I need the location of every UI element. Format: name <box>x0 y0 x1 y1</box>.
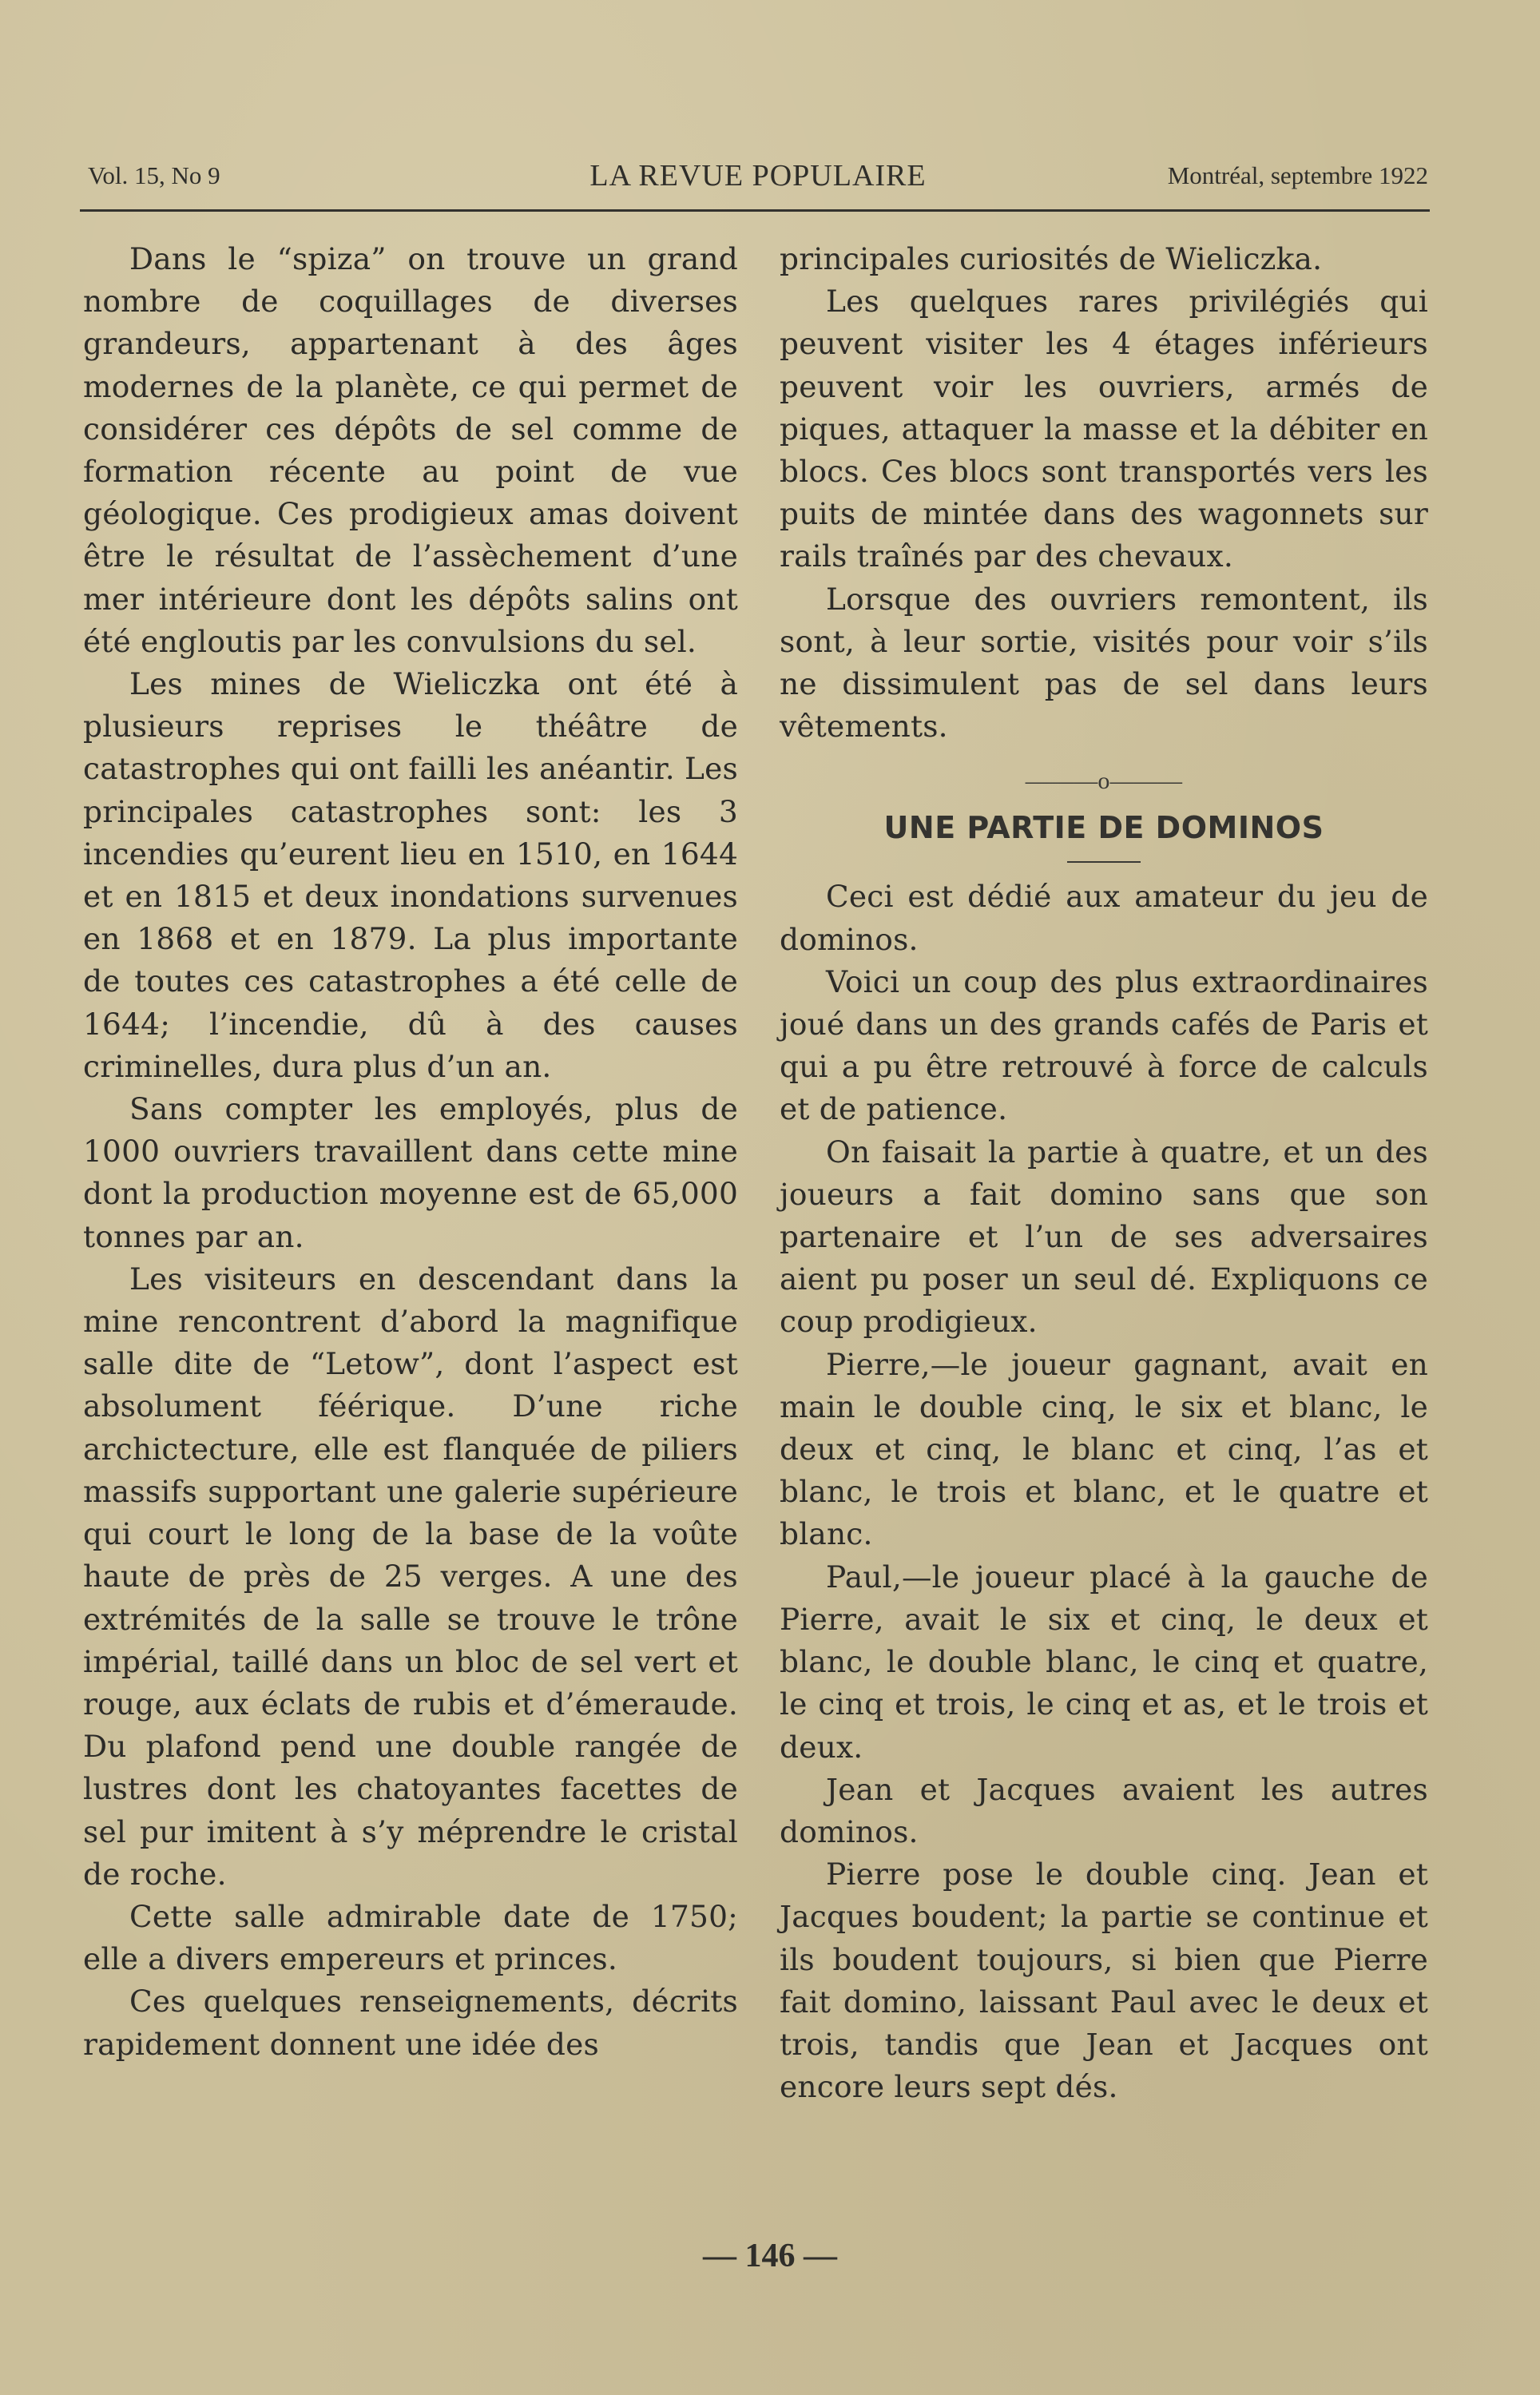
paragraph: Les mines de Wieliczka ont été à plusieurs reprises le théâtre de catastrophes qui ont failli les anéantir. Les principales catastrophes sont: les 3 incendies qu’eurent lieu en 1510, en 1644 et en 1815 et deux inondations survenues en 1868 et en 1879. La plus importante de toutes ces catastrophes a été celle de 1644; l’incendie, dû à des causes criminelles, dura plus d’un an. <box>83 666 738 1084</box>
paragraph: Les visiteurs en descendant dans la mine rencontrent d’abord la magnifique salle dite de “Letow”, dont l’aspect est absolument féérique. D’une riche archictecture, elle est flanquée de piliers massifs supportant une galerie supérieure qui court le long de la base de la voûte haute de près de 25 verges. A une des extrémités de la salle se trouve le trône impérial, taillé dans un bloc de sel vert et rouge, aux éclats de rubis et d’émeraude. Du plafond pend une double rangée de lustres dont les chatoyantes facettes de sel pur imitent à s’y méprendre le cristal de roche. <box>83 1261 738 1892</box>
paragraph: Dans le “spiza” on trouve un grand nombre de coquillages de diverses grandeurs, appartenant à des âges modernes de la planète, ce qui permet de considérer ces dépôts de sel comme de formation récente au point de vue géologique. Ces prodigieux amas doivent être le résultat de l’assèchement d’une mer intérieure dont les dépôts salins ont été engloutis par les convulsions du sel. <box>83 241 738 659</box>
page-header <box>88 158 1428 198</box>
title-underline <box>1067 861 1141 863</box>
paragraph: Sans compter les employés, plus de 1000 ouvriers travaillent dans cette mine dont la production moyenne est de 65,000 tonnes par an. <box>83 1091 738 1254</box>
paragraph: Les quelques rares privilégiés qui peuvent visiter les 4 étages inférieurs peuvent voir les ouvriers, armés de piques, attaquer la masse et la débiter en blocs. Ces blocs sont transportés vers les puits de mintée dans des wagonnets sur rails traînés par des chevaux. <box>780 284 1428 574</box>
volume-number: Vol. 15, No 9 <box>88 161 220 189</box>
paragraph: On faisait la partie à quatre, et un des joueurs a fait domino sans que son partenaire et l’un de ses adversaires aient pu poser un seul dé. Expliquons ce coup prodigieux. <box>780 1134 1428 1340</box>
paragraph: Ceci est dédié aux amateur du jeu de dominos. <box>780 879 1428 957</box>
paragraph: Paul,—le joueur placé à la gauche de Pierre, avait le six et cinq, le deux et blanc, le double blanc, le cinq et quatre, le cinq et trois, le cinq et as, et le trois et deux. <box>780 1559 1428 1765</box>
paragraph: Jean et Jacques avaient les autres dominos. <box>780 1771 1428 1849</box>
section-title: UNE PARTIE DE DOMINOS <box>883 810 1324 846</box>
paragraph: Ces quelques renseignements, décrits rapidement donnent une idée des <box>83 1984 738 2062</box>
right-column <box>780 238 1428 2108</box>
paragraph: Lorsque des ouvriers remontent, ils sont, à leur sortie, visités pour voir s’ils ne dissimulent pas de sel dans leurs vêtements. <box>780 581 1428 745</box>
paragraph: principales curiosités de Wieliczka. <box>780 241 1323 276</box>
page-number: — 146 — <box>703 2238 837 2274</box>
paragraph: Voici un coup des plus extraordinaires joué dans un des grands cafés de Paris et qui a pu être retrouvé à force de calculs et de patience. <box>780 963 1428 1127</box>
publication-title: LA REVUE POPULAIRE <box>589 159 927 193</box>
section-separator: ———o——— <box>1025 768 1183 795</box>
header-rule-right <box>957 209 1430 212</box>
paragraph: Cette salle admirable date de 1750; elle a divers empereurs et princes. <box>83 1898 738 1977</box>
left-column <box>83 238 738 2066</box>
paragraph: Pierre pose le double cinq. Jean et Jacques boudent; la partie se continue et ils boudent toujours, si bien que Pierre fait domino, laissant Paul avec le deux et trois, tandis que Jean et Jacques ont encore leurs sept dés. <box>780 1857 1428 2105</box>
header-rule-left <box>80 209 959 212</box>
publication-date: Montréal, septembre 1922 <box>1167 161 1428 189</box>
paragraph: Pierre,—le joueur gagnant, avait en main le double cinq, le six et blanc, le deux et cinq, le blanc et cinq, l’as et blanc, le trois et blanc, et le quatre et blanc. <box>780 1346 1428 1552</box>
